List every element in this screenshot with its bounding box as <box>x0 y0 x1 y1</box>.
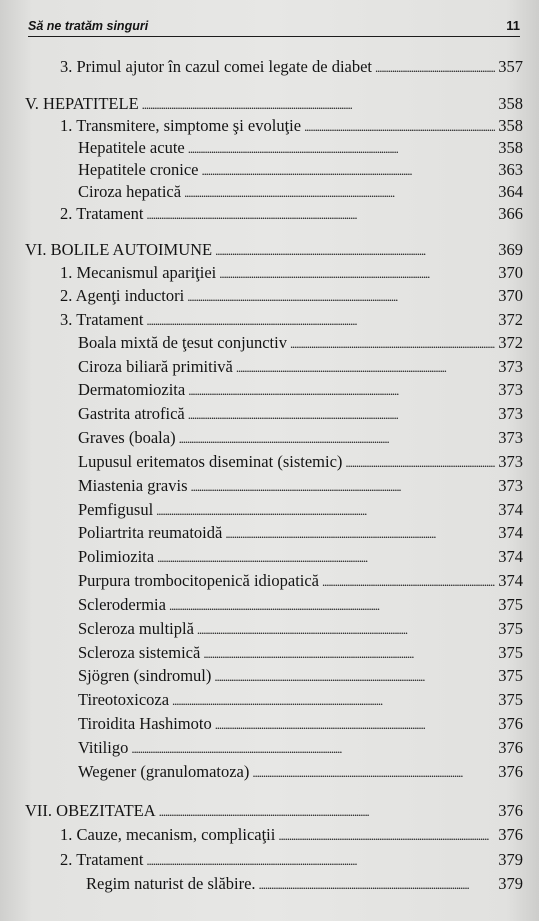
toc-entry-page: 379 <box>498 850 523 869</box>
toc-entry-title: Scleroza sistemică <box>78 643 201 662</box>
toc-subentry <box>78 737 523 759</box>
toc-entry-page: 372 <box>498 310 523 329</box>
toc-entry-title: Poliartrita reumatoidă <box>78 523 223 542</box>
toc-entry-title: Gastrita atrofică <box>78 404 185 423</box>
toc-subentry <box>78 356 523 378</box>
toc-subentry <box>78 379 523 401</box>
toc-subentry <box>78 546 523 568</box>
toc-subentry <box>78 181 523 203</box>
toc-entry-title: VI. BOLILE AUTOIMUNE <box>25 240 213 259</box>
toc-entry-title: 2. Tratament <box>60 204 144 223</box>
toc-entry-title: Sclerodermia <box>78 595 166 614</box>
toc-subentry <box>78 689 523 711</box>
toc-entry-page: 366 <box>498 204 523 223</box>
toc-entry-title: 3. Tratament <box>60 310 144 329</box>
toc-subentry <box>78 761 523 783</box>
toc-entry-title: Ciroza hepatică <box>78 182 182 201</box>
toc-entry <box>60 824 523 846</box>
page-number: 11 <box>506 18 520 33</box>
toc-entry <box>60 56 523 78</box>
dot-leader <box>169 594 495 617</box>
toc-entry-page: 373 <box>498 452 523 471</box>
toc-entry <box>60 309 523 331</box>
toc-subentry <box>78 713 523 735</box>
dot-leader <box>203 642 495 665</box>
toc-entry-title: Sjögren (sindromul) <box>78 666 212 685</box>
toc-subentry <box>78 594 523 616</box>
toc-entry-page: 369 <box>498 240 523 259</box>
toc-entry-title: Lupusul eritematos diseminat (sistemic) <box>78 452 343 471</box>
toc-entry-page: 358 <box>498 116 523 135</box>
toc-entry-title: Purpura trombocitopenică idiopatică <box>78 571 320 590</box>
dot-leader <box>215 239 495 262</box>
toc-entry-page: 373 <box>498 404 523 423</box>
toc-entry-title: Ciroza biliară primitivă <box>78 357 233 376</box>
dot-leader <box>259 873 496 896</box>
toc-entry-title: Hepatitele acute <box>78 138 185 157</box>
toc-entry-title: Hepatitele cronice <box>78 160 199 179</box>
toc-entry-page: 375 <box>498 643 523 662</box>
dot-leader <box>219 262 495 285</box>
toc-subentry <box>78 403 523 425</box>
toc-subentry <box>78 618 523 640</box>
toc-entry-title: Scleroza multiplă <box>78 619 194 638</box>
dot-leader <box>278 824 495 847</box>
toc-chapter <box>25 93 523 115</box>
toc-subentry <box>78 570 523 592</box>
toc-entry-title: 2. Agenţi inductori <box>60 286 185 305</box>
toc-entry-title: Tireotoxicoza <box>78 690 170 709</box>
toc-entry-title: 3. Primul ajutor în cazul comei legate de diabet <box>60 57 373 76</box>
toc-subentry <box>78 427 523 449</box>
toc-entry-title: Graves (boala) <box>78 428 176 447</box>
dot-leader <box>345 451 495 474</box>
dot-leader <box>146 309 495 332</box>
toc-entry-title: Miastenia gravis <box>78 476 188 495</box>
toc-chapter <box>25 239 523 261</box>
toc-entry-page: 364 <box>498 182 523 201</box>
toc-entry-page: 375 <box>498 595 523 614</box>
toc-subentry <box>78 499 523 521</box>
dot-leader <box>146 849 495 872</box>
toc-subentry <box>78 665 523 687</box>
toc-entry-page: 372 <box>498 333 523 352</box>
toc-entry-page: 370 <box>498 263 523 282</box>
toc-entry-page: 358 <box>498 138 523 157</box>
toc-entry-page: 370 <box>498 286 523 305</box>
toc-entry-page: 376 <box>498 825 523 844</box>
toc-subentry <box>78 522 523 544</box>
toc-entry <box>60 115 523 137</box>
toc-entry-title: 2. Tratament <box>60 850 144 869</box>
dot-leader <box>215 713 496 736</box>
toc-subentry <box>78 475 523 497</box>
dot-leader <box>197 618 495 641</box>
running-title: Să ne tratăm singuri <box>28 19 149 33</box>
toc-entry-page: 375 <box>498 619 523 638</box>
dot-leader <box>179 427 496 450</box>
dot-leader <box>191 475 496 498</box>
dot-leader <box>322 570 495 593</box>
toc-entry-title: Regim naturist de slăbire. <box>86 874 256 893</box>
toc-entry <box>60 203 523 225</box>
dot-leader <box>214 665 495 688</box>
dot-leader <box>225 522 495 545</box>
toc-entry-title: VII. OBEZITATEA <box>25 801 156 820</box>
toc-entry <box>60 285 523 307</box>
toc-entry-page: 374 <box>498 523 523 542</box>
toc-entry-title: Polimiozita <box>78 547 155 566</box>
toc-entry-page: 373 <box>498 380 523 399</box>
toc-entry-page: 376 <box>498 801 523 820</box>
toc-subentry <box>86 873 523 895</box>
toc-entry-page: 374 <box>498 547 523 566</box>
dot-leader <box>188 403 496 426</box>
toc-entry-page: 373 <box>498 357 523 376</box>
dot-leader <box>188 137 496 160</box>
toc-entry <box>60 849 523 871</box>
toc-subentry <box>78 642 523 664</box>
toc-entry-title: Pemfigusul <box>78 500 154 519</box>
toc-subentry <box>78 159 523 181</box>
dot-leader <box>131 737 495 760</box>
toc-entry-title: Boala mixtă de ţesut conjunctiv <box>78 333 287 352</box>
toc-entry-title: Tiroidita Hashimoto <box>78 714 212 733</box>
dot-leader <box>184 181 495 204</box>
toc-entry-page: 374 <box>498 500 523 519</box>
dot-leader <box>304 115 495 138</box>
dot-leader <box>375 56 495 79</box>
toc-chapter <box>25 800 523 822</box>
toc-entry-page: 376 <box>498 714 523 733</box>
dot-leader <box>252 761 495 784</box>
toc-entry-title: 1. Cauze, mecanism, complicaţii <box>60 825 276 844</box>
dot-leader <box>146 203 495 226</box>
toc-entry-page: 363 <box>498 160 523 179</box>
page-header <box>28 14 520 37</box>
toc-subentry <box>78 137 523 159</box>
toc-entry-page: 376 <box>498 762 523 781</box>
dot-leader <box>188 379 495 402</box>
toc-entry-title: Vitiligo <box>78 738 129 757</box>
dot-leader <box>159 800 496 823</box>
toc-entry-title: Dermatomiozita <box>78 380 186 399</box>
toc-entry-page: 358 <box>498 94 523 113</box>
toc-entry-title: 1. Mecanismul apariţiei <box>60 263 217 282</box>
toc-entry <box>60 262 523 284</box>
toc-entry-title: V. HEPATITELE <box>25 94 139 113</box>
toc-subentry <box>78 451 523 473</box>
dot-leader <box>201 159 495 182</box>
toc-entry-page: 376 <box>498 738 523 757</box>
toc-entry-page: 357 <box>498 57 523 76</box>
toc-entry-page: 373 <box>498 428 523 447</box>
toc-entry-page: 374 <box>498 571 523 590</box>
dot-leader <box>157 546 495 569</box>
toc-entry-page: 375 <box>498 690 523 709</box>
toc-entry-page: 373 <box>498 476 523 495</box>
toc-entry-title: Wegener (granulomatoza) <box>78 762 250 781</box>
dot-leader <box>172 689 495 712</box>
dot-leader <box>142 93 496 116</box>
toc-subentry <box>78 332 523 354</box>
dot-leader <box>187 285 495 308</box>
dot-leader <box>290 332 495 355</box>
dot-leader <box>236 356 495 379</box>
toc-entry-title: 1. Transmitere, simptome şi evoluţie <box>60 116 302 135</box>
toc-entry-page: 379 <box>498 874 523 893</box>
toc-entry-page: 375 <box>498 666 523 685</box>
dot-leader <box>156 499 495 522</box>
